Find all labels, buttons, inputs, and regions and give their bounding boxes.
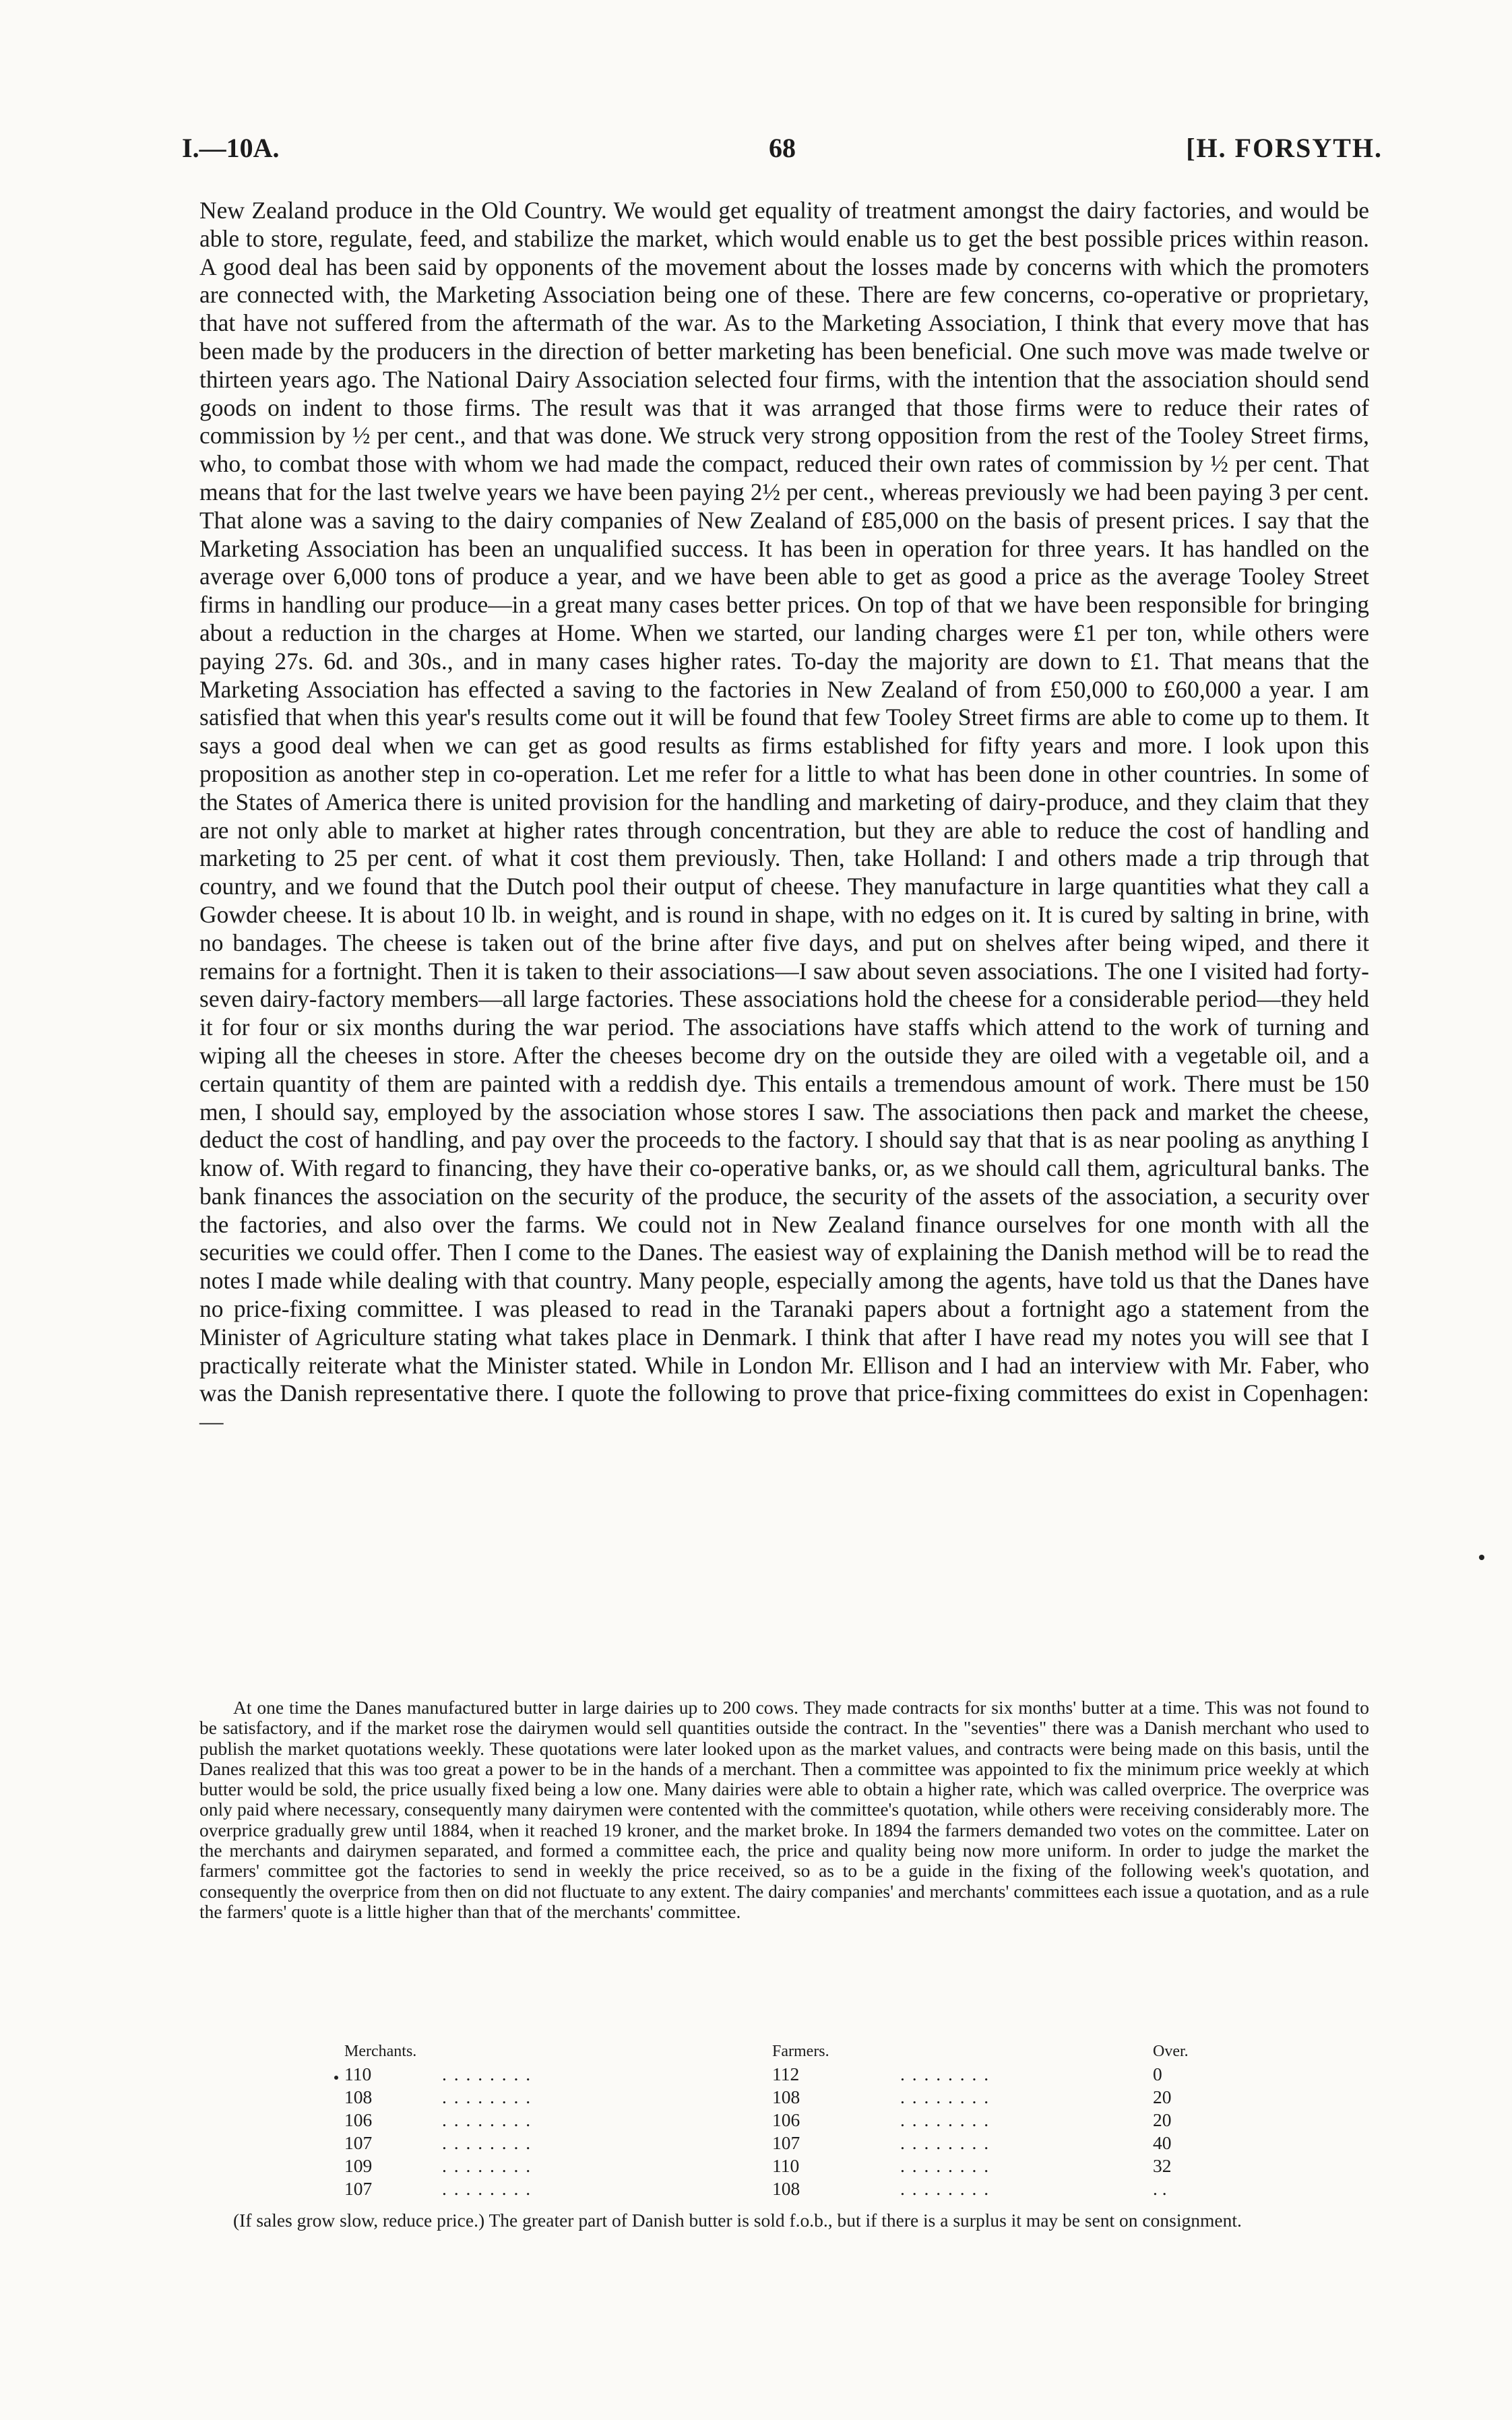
- page-header: [182, 132, 1383, 173]
- leader-dots: . . . . . . . .: [442, 2064, 532, 2084]
- table-row: [199, 2109, 1369, 2132]
- merchants-value: 107: [344, 2178, 373, 2199]
- leader-dots: . . . . . . . .: [900, 2178, 990, 2199]
- farmers-value: 106: [772, 2109, 800, 2130]
- page-number: 68: [769, 133, 796, 163]
- table-row: [199, 2086, 1369, 2109]
- closing-paragraph: (If sales grow slow, reduce price.) The greater part of Danish butter is sold f.o.b., but if there is a surplus it may be sent on consignment.: [233, 2210, 1242, 2231]
- leader-dots: . . . . . . . .: [442, 2132, 532, 2153]
- over-value: 32: [1153, 2155, 1172, 2176]
- over-value: . .: [1153, 2178, 1167, 2199]
- over-value: 0: [1153, 2064, 1162, 2084]
- leader-dots: . . . . . . . .: [442, 2086, 532, 2107]
- table-row: [199, 2063, 1369, 2086]
- merchants-value: 108: [344, 2086, 373, 2107]
- quoted-notes: [199, 1698, 1369, 1922]
- body-paragraph: New Zealand produce in the Old Country. We would get equality of treatment amongst the dairy factories, and would be able to store, regulate, feed, and stabilize the market, which would enable us to get the best possible prices within reason. A good deal has been said by opponents of the movement about the losses made by concerns with which the promoters are connected with, the Marketing Association being one of these. There are few concerns, co-operative or proprietary, that have not suffered from the aftermath of the war. As to the Marketing Association, I think that every move that has been made by the producers in the direction of better marketing has been beneficial. One such move was made twelve or thirteen years ago. The National Dairy Association selected four firms, with the intention that the association should send goods on indent to those firms. The result was that it was arranged that those firms were to reduce their rates of commission by ½ per cent., and that was done. We struck very strong opposition from the rest of the Tooley Street firms, who, to combat those with whom we had made the compact, reduced their own rates of commission by ½ per cent. That means that for the last twelve years we have been paying 2½ per cent., whereas previously we had been paying 3 per cent. That alone was a saving to the dairy companies of New Zealand of £85,000 on the basis of present prices. I say that the Marketing Association has been an unqualified success. It has been in operation for three years. It has handled on the average over 6,000 tons of produce a year, and we have been able to get as good a price as the average Tooley Street firms in handling our produce—in a great many cases better prices. On top of that we have been responsible for bringing about a reduction in the charges at Home. When we started, our landing charges were £1 per ton, while others were paying 27s. 6d. and 30s., and in many cases higher rates. To-day the majority are down to £1. That means that the Marketing Association has effected a saving to the factories in New Zealand of from £50,000 to £60,000 a year. I am satisfied that when this year's results come out it will be found that few Tooley Street firms are able to come up to them. It says a good deal when we can get as good results as firms established for fifty years and more. I look upon this proposition as another step in co-operation. Let me refer for a little to what has been done in other countries. In some of the States of America there is united provision for the handling and marketing of dairy-produce, and they claim that they are not only able to market at higher rates through concentration, but they are able to reduce the cost of handling and marketing to 25 per cent. of what it cost them previously. Then, take Holland: I and others made a trip through that country, and we found that the Dutch pool their output of cheese. They manufacture in large quantities what they call a Gowder cheese. It is about 10 lb. in weight, and is round in shape, with no edges on it. It is cured by salting in brine, with no bandages. The cheese is taken out of the brine after five days, and put on shelves after being wiped, and there it remains for a fortnight. Then it is taken to their associations—I saw about seven associations. The one I visited had forty-seven dairy-factory members—all large factories. These associations hold the cheese for a considerable period—they held it for four or six months during the war period. The associations have staffs which attend to the work of turning and wiping all the cheeses in store. After the cheeses become dry on the outside they are oiled with a vegetable oil, and a certain quantity of them are painted with a reddish dye. This entails a tremendous amount of work. There must be 150 men, I should say, employed by the association whose stores I saw. The associations then pack and market the cheese, deduct the cost of handling, and pay over the proceeds to the factory. I should say that that is as near pooling as anything I know of. With regard to financing, they have their co-operative banks, or, as we should call them, agricultural banks. The bank finances the association on the security of the produce, the security of the assets of the association, a security over the factories, and also over the farms. We could not in New Zealand finance ourselves for one month with all the securities we could offer. Then I come to the Danes. The easiest way of explaining the Danish method will be to read the notes I made while dealing with that country. Many people, especially among the agents, have told us that the Danes have no price-fixing committee. I was pleased to read in the Taranaki papers about a fortnight ago a statement from the Minister of Agriculture stating what takes place in Denmark. I think that after I have read my notes you will see that I practically reiterate what the Minister stated. While in London Mr. Ellison and I had an interview with Mr. Faber, who was the Danish representative there. I quote the following to prove that price-fixing committees do exist in Copenhagen:—: [199, 197, 1369, 1435]
- merchants-value: 109: [344, 2155, 373, 2176]
- leader-dots: . . . . . . . .: [900, 2064, 990, 2084]
- merchants-value: 106: [344, 2109, 373, 2130]
- farmers-value: 107: [772, 2132, 800, 2153]
- table-row: [199, 2177, 1369, 2200]
- over-value: 20: [1153, 2086, 1172, 2107]
- merchants-value: 107: [344, 2132, 373, 2153]
- ink-mark: [334, 2076, 338, 2080]
- over-value: 20: [1153, 2109, 1172, 2130]
- header-farmers: Farmers.: [772, 2043, 829, 2060]
- body-text: [199, 197, 1369, 1436]
- leader-dots: . . . . . . . .: [900, 2109, 990, 2130]
- table-header: [199, 2040, 1369, 2063]
- farmers-value: 110: [772, 2155, 800, 2176]
- merchants-value: 110: [344, 2064, 372, 2084]
- table-row: [199, 2132, 1369, 2154]
- quote-paragraph: At one time the Danes manufactured butter in large dairies up to 200 cows. They made contracts for six months' butter at a time. This was not found to be satisfactory, and if the market rose the dairymen would sell quantities outside the contract. In the "seventies" there was a Danish merchant who used to publish the market quotations weekly. These quotations were later looked upon as the market values, and contracts were being made on this basis, until the Danes realized that this was too great a power to be in the hands of a merchant. Then a committee was appointed to fix the minimum price weekly at which butter would be sold, the price usually fixed being a low one. Many dairies were able to obtain a higher rate, which was called overprice. The overprice was only paid where necessary, consequently many dairymen were contented with the committee's quotation, while others were receiving considerably more. The overprice gradually grew until 1884, when it reached 19 kroner, and the market broke. In 1894 the farmers demanded two votes on the committee. Later on the merchants and dairymen separated, and formed a committee each, the price and quality being now more uniform. In order to judge the market the farmers' committee got the factories to send in weekly the price received, so as to be a guide in the fixing of the following week's quotation, and consequently the overprice from then on did not fluctuate to any extent. The dairy companies' and merchants' committees each issue a quotation, and as a rule the farmers' quote is a little higher than that of the merchants' committee.: [199, 1697, 1369, 1922]
- leader-dots: . . . . . . . .: [442, 2178, 532, 2199]
- farmers-value: 108: [772, 2178, 800, 2199]
- ink-mark: [1479, 1555, 1484, 1560]
- table-row: [199, 2154, 1369, 2177]
- leader-dots: . . . . . . . .: [442, 2155, 532, 2176]
- over-value: 40: [1153, 2132, 1172, 2153]
- leader-dots: . . . . . . . .: [900, 2132, 990, 2153]
- leader-dots: . . . . . . . .: [442, 2109, 532, 2130]
- header-merchants: Merchants.: [344, 2043, 417, 2060]
- header-over: Over.: [1153, 2043, 1189, 2060]
- leader-dots: . . . . . . . .: [900, 2086, 990, 2107]
- price-table: [199, 2040, 1369, 2200]
- witness-name: [H. FORSYTH.: [1186, 133, 1383, 163]
- closing-note: [199, 2210, 1369, 2231]
- farmers-value: 112: [772, 2064, 800, 2084]
- leader-dots: . . . . . . . .: [900, 2155, 990, 2176]
- document-reference: I.—10A.: [182, 133, 280, 163]
- farmers-value: 108: [772, 2086, 800, 2107]
